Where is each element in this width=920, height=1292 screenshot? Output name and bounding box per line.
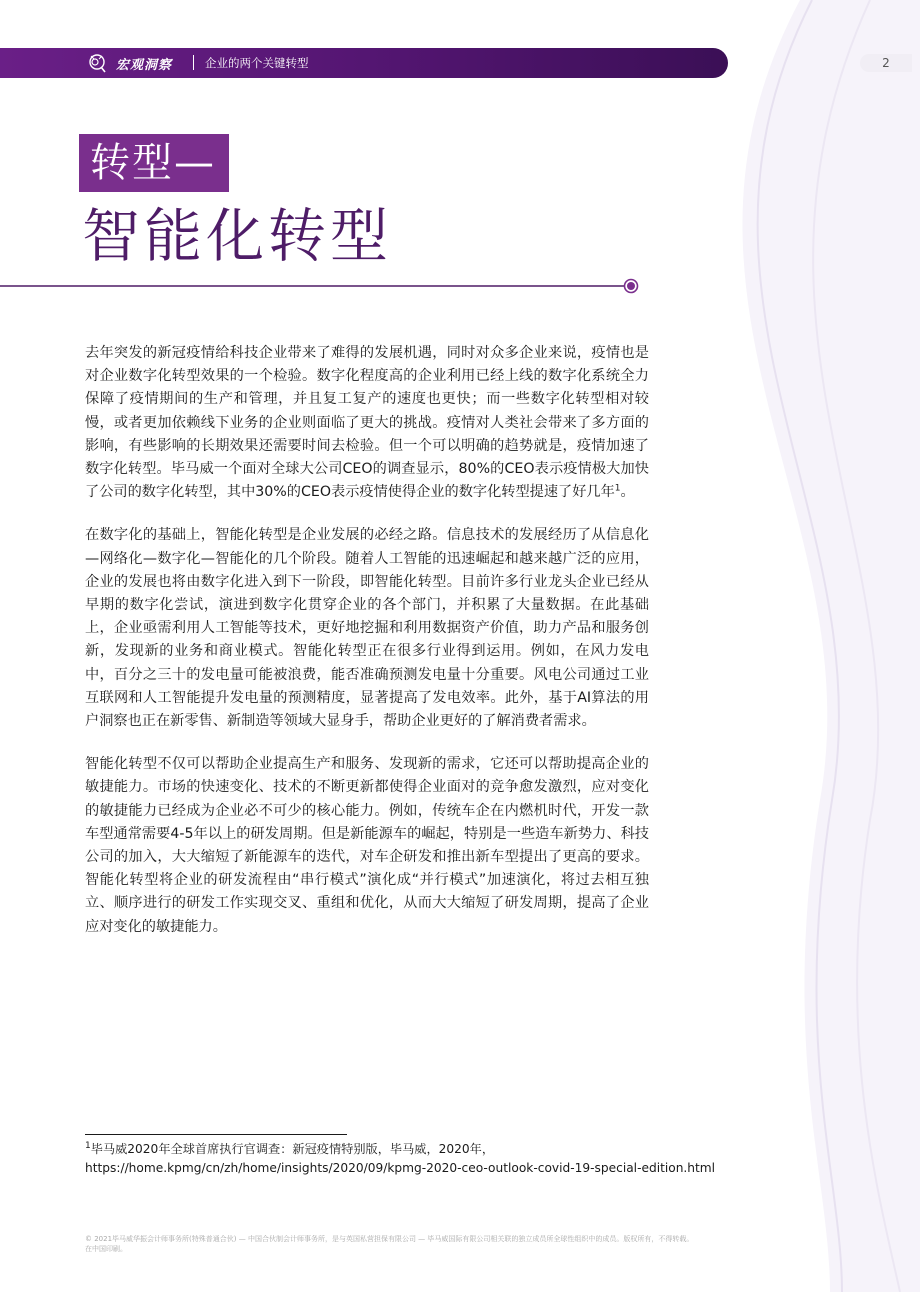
- insight-logo-icon: [86, 52, 108, 74]
- header-separator: [193, 55, 194, 70]
- title-divider: [0, 278, 640, 294]
- paragraph-2: 在数字化的基础上，智能化转型是企业发展的必经之路。信息技术的发展经历了从信息化—网络化—数字化—智能化的几个阶段。随着人工智能的迅速崛起和越来越广泛的应用，企业的发展也将由数字化进入到下一阶段，即智能化转型。目前许多行业龙头企业已经从早期的数字化尝试，演进到数字化贯穿企业的各个部门，并积累了大量数据。在此基础上，企业亟需利用人工智能等技术，更好地挖掘和利用数据资产价值，助力产品和服务创新，发现新的业务和商业模式。智能化转型正在很多行业得到运用。例如，在风力发电中，百分之三十的发电量可能被浪费，能否准确预测发电量十分重要。风电公司通过工业互联网和人工智能提升发电量的预测精度，显著提高了发电效率。此外，基于AI算法的用户洞察也正在新零售、新制造等领域大显身手，帮助企业更好的了解消费者需求。: [85, 527, 649, 730]
- footnote-ref: 1: [614, 483, 621, 494]
- footnote-citation: 毕马威2020年全球首席执行官调查：新冠疫情特别版，毕马威，2020年，: [90, 1142, 495, 1156]
- copyright-line: © 2021毕马威华振会计师事务所(特殊普通合伙) — 中国合伙制会计师事务所，是与英国私营担保有限公司 — 毕马威国际有限公司相关联的独立成员所全球性组织中的成员。版权所有，不得转载。: [85, 1235, 694, 1243]
- body-text: [85, 342, 649, 959]
- paragraph-1: 去年突发的新冠疫情给科技企业带来了难得的发展机遇，同时对众多企业来说，疫情也是对企业数字化转型效果的一个检验。数字化程度高的企业利用已经上线的数字化系统全力保障了疫情期间的生产和管理，并且复工复产的速度也更快；而一些数字化转型相对较慢，或者更加依赖线下业务的企业则面临了更大的挑战。疫情对人类社会带来了多方面的影响，有些影响的长期效果还需要时间去检验。但一个可以明确的趋势就是，疫情加速了数字化转型。毕马威一个面对全球大公司CEO的调查显示，80%的CEO表示疫情极大加快了公司的数字化转型，其中30%的CEO表示疫情使得企业的数字化转型提速了好几年$^1$。: [85, 345, 649, 501]
- brand-label: 宏观洞察: [116, 58, 173, 73]
- section-label: 企业的两个关键转型: [205, 56, 309, 70]
- page-title-line2: 智能化转型: [82, 202, 393, 270]
- footnote-url[interactable]: https://home.kpmg/cn/zh/home/insights/2020/09/kpmg-2020-ceo-outlook-covid-19-special-edition.html: [85, 1161, 716, 1175]
- copyright-footer: [85, 1234, 825, 1254]
- paragraph-3: 智能化转型不仅可以帮助企业提高生产和服务、发现新的需求，它还可以帮助提高企业的敏捷能力。市场的快速变化、技术的不断更新都使得企业面对的竞争愈发激烈，应对变化的敏捷能力已经成为企业必不可少的核心能力。例如，传统车企在内燃机时代，开发一款车型通常需要4-5年以上的研发周期。但是新能源车的崛起，特别是一些造车新势力、科技公司的加入，大大缩短了新能源车的迭代，对车企研发和推出新车型提出了更高的要求。智能化转型将企业的研发流程由“串行模式”演化成“并行模式”加速演化，将过去相互独立、顺序进行的研发工作实现交叉、重组和优化，从而大大缩短了研发周期，提高了企业应对变化的敏捷能力。: [85, 756, 649, 935]
- page-number: 2: [860, 54, 912, 72]
- footnote-divider: [85, 1134, 347, 1135]
- footnote-number: 1: [85, 1140, 91, 1151]
- footnote: [85, 1140, 785, 1178]
- printed-in-line: 在中国印刷。: [85, 1245, 127, 1253]
- header-bar: [0, 48, 728, 78]
- page-title-line1: 转型—: [90, 140, 216, 186]
